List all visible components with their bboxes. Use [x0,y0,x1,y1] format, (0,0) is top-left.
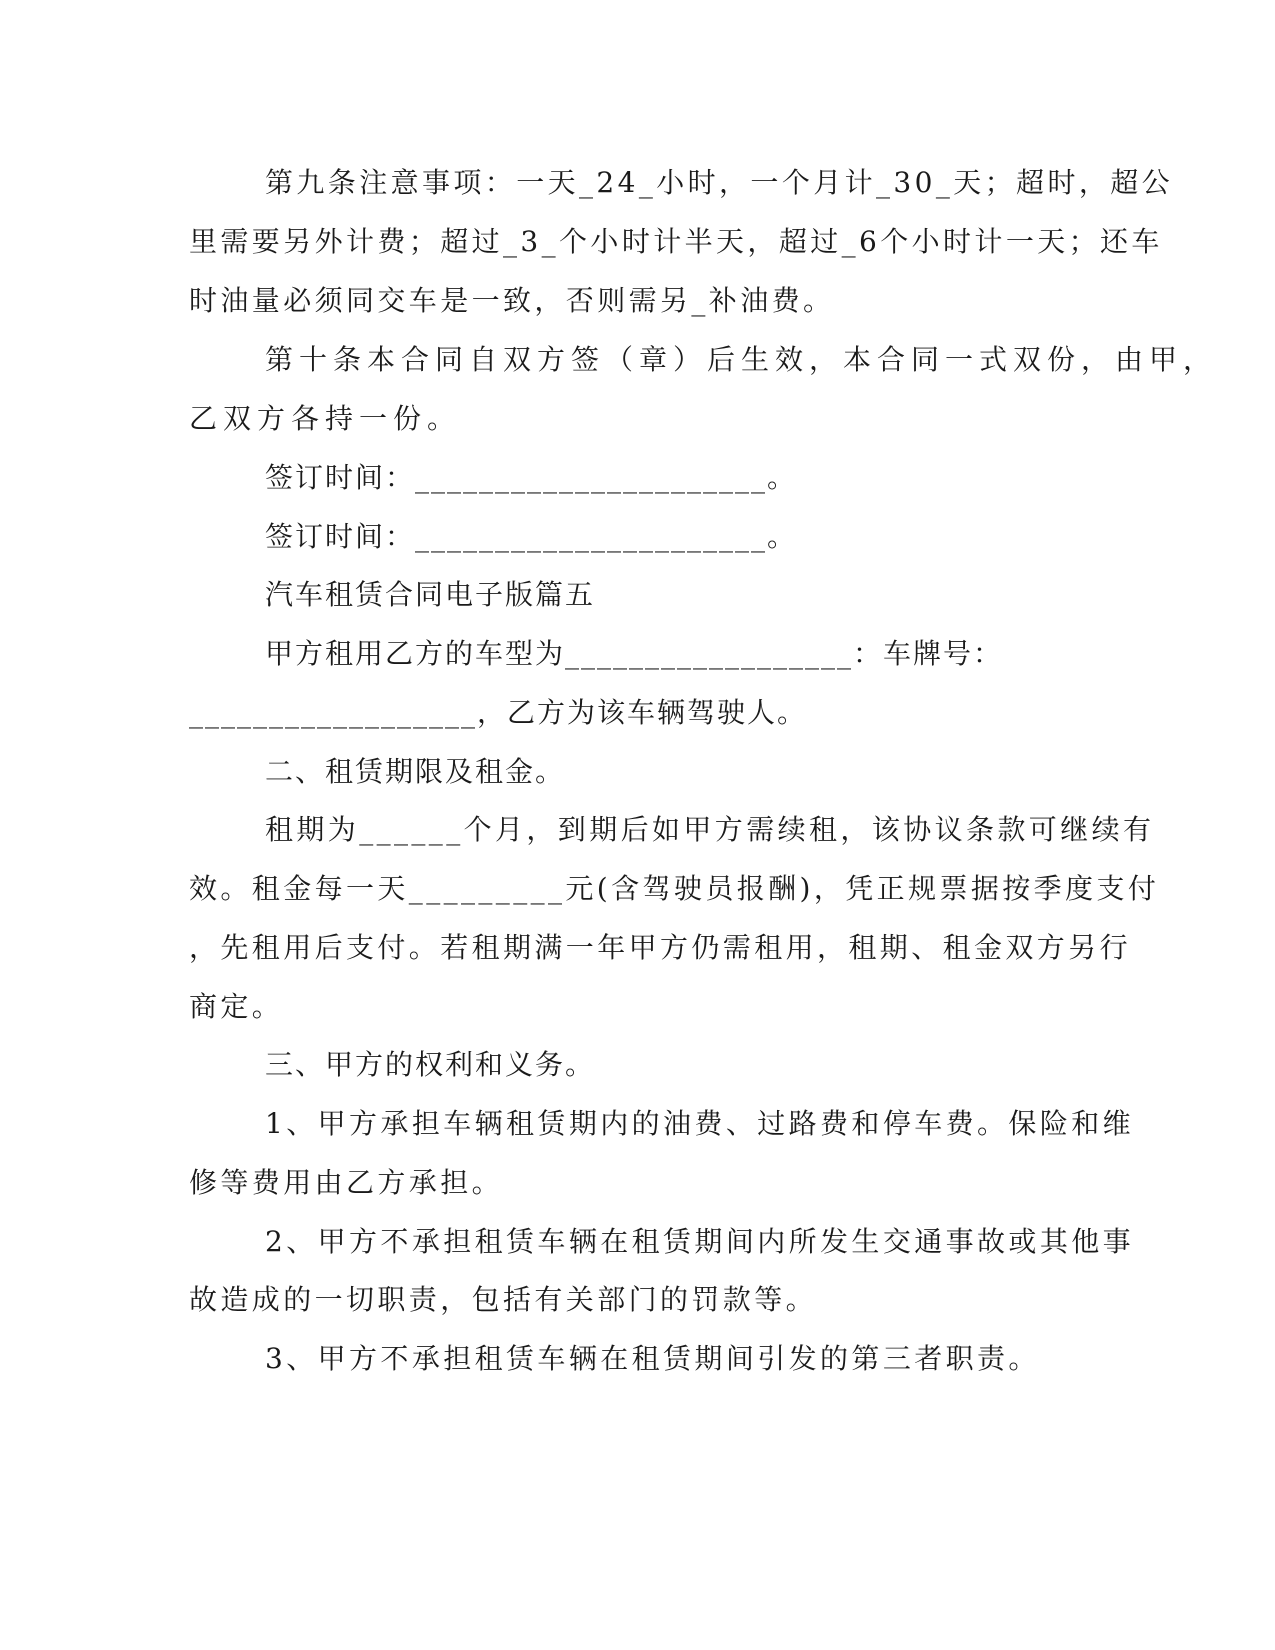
clause-9-line-3: 时油量必须同交车是一致，否则需另_补油费。 [189,284,835,317]
item-3-line-1: 3、甲方不承担租赁车辆在租赁期间引发的第三者职责。 [265,1342,1040,1375]
clause-9-line-2: 里需要另外计费；超过_3_个小时计半天，超过_6个小时计一天；还车 [189,225,1163,258]
lease-term-line-3: ，先租用后支付。若租期满一年甲方仍需租用，租期、租金双方另行 [189,931,1132,964]
section-title: 汽车租赁合同电子版篇五 [265,578,596,611]
lease-term-line-1: 租期为______个月，到期后如甲方需续租，该协议条款可继续有 [265,813,1155,846]
sign-date-line-1: 签订时间：______________________。 [265,461,798,494]
car-model-line-2: __________________，乙方为该车辆驾驶人。 [189,696,808,729]
lease-term-line-2: 效。租金每一天_________元(含驾驶员报酬)，凭正规票据按季度支付 [189,872,1160,905]
clause-10-line-1: 第十条本合同自双方签（章）后生效，本合同一式双份，由甲， [265,343,1218,376]
car-model-line-1: 甲方租用乙方的车型为__________________：车牌号： [265,637,1004,670]
clause-10-line-2: 乙双方各持一份。 [189,402,462,435]
item-1-line-1: 1、甲方承担车辆租赁期内的油费、过路费和停车费。保险和维 [265,1107,1135,1140]
item-2-line-1: 2、甲方不承担租赁车辆在租赁期间内所发生交通事故或其他事 [265,1225,1135,1258]
heading-lease-term: 二、租赁期限及租金。 [265,755,566,788]
item-2-line-2: 故造成的一切职责，包括有关部门的罚款等。 [189,1283,818,1316]
heading-party-a-rights: 三、甲方的权利和义务。 [265,1048,596,1081]
clause-9-line-1: 第九条注意事项：一天_24_小时，一个月计_30_天；超时，超公 [265,166,1174,199]
lease-term-line-4: 商定。 [189,990,284,1023]
item-1-line-2: 修等费用由乙方承担。 [189,1166,504,1199]
sign-date-line-2: 签订时间：______________________。 [265,520,798,553]
